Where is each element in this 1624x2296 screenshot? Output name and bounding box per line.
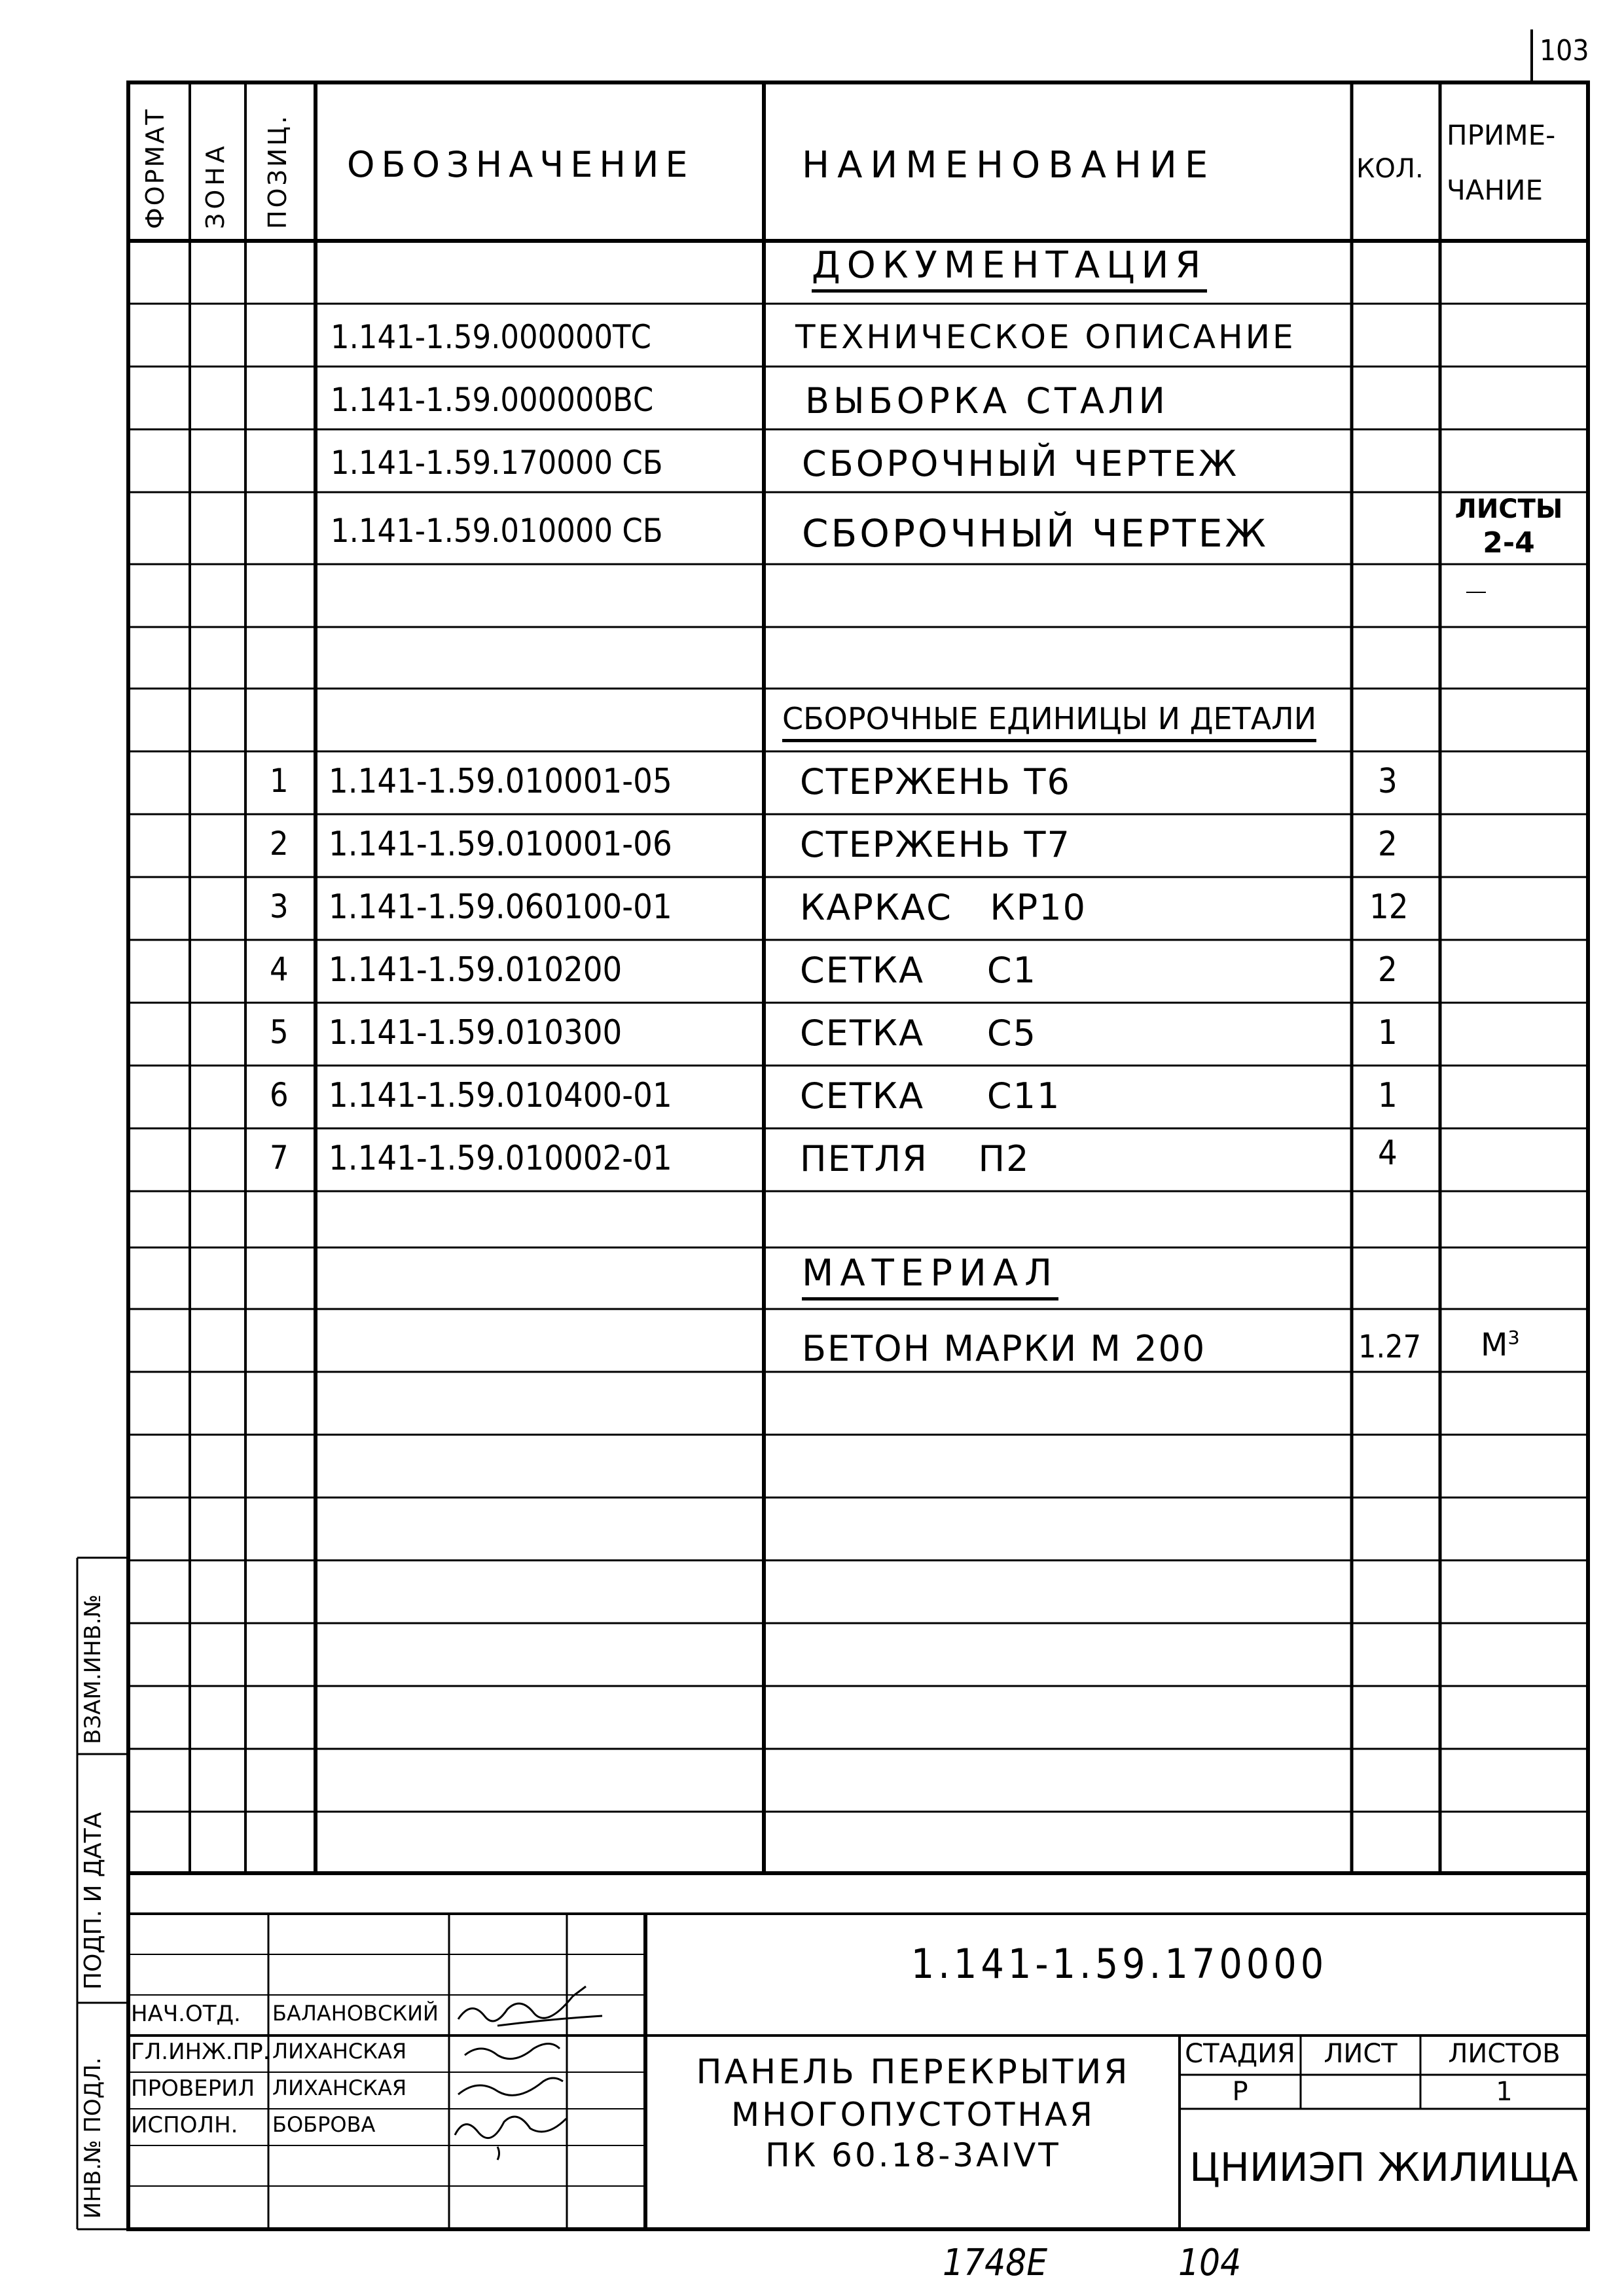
doc-2-designation: 1.141-1.59.000000ВС	[331, 381, 654, 419]
item-5-designation: 1.141-1.59.010300	[329, 1013, 623, 1052]
material-1-name: БЕТОН МАРКИ М 200	[802, 1328, 1206, 1369]
item-4-pos: 4	[270, 950, 289, 988]
header-qty: КОЛ.	[1356, 154, 1424, 184]
stamp-replace-inv: ВЗАМ.ИНВ.№	[80, 1594, 106, 1744]
item-6-pos: 6	[270, 1076, 289, 1114]
item-3-qty: 12	[1369, 888, 1409, 927]
signatures	[455, 1986, 602, 2160]
item-7-designation: 1.141-1.59.010002-01	[329, 1139, 672, 1178]
sheet-label: ЛИСТ	[1324, 2039, 1398, 2069]
item-2-designation: 1.141-1.59.010001-06	[329, 825, 672, 864]
person-1-name: БАЛАНОВСКИЙ	[272, 2001, 439, 2026]
person-3-role: ПРОВЕРИЛ	[131, 2075, 255, 2102]
item-7-qty: 4	[1378, 1134, 1398, 1173]
person-2-role: ГЛ.ИНЖ.ПР.	[131, 2039, 270, 2065]
header-name: НАИМЕНОВАНИЕ	[802, 144, 1216, 187]
item-2-pos: 2	[270, 825, 289, 863]
header-position: ПОЗИЦ.	[263, 113, 292, 229]
item-3-name: КАРКАС КР10	[800, 887, 1087, 928]
sheets-label: ЛИСТОВ	[1448, 2039, 1561, 2069]
person-4-role: ИСПОЛН.	[131, 2112, 238, 2138]
header-format: ФОРМАТ	[141, 107, 170, 229]
item-4-designation: 1.141-1.59.010200	[329, 950, 623, 990]
person-2-name: ЛИХАНСКАЯ	[272, 2039, 407, 2064]
item-1-designation: 1.141-1.59.010001-05	[329, 762, 672, 801]
item-6-designation: 1.141-1.59.010400-01	[329, 1076, 672, 1115]
doc-1-name: ТЕХНИЧЕСКОЕ ОПИСАНИЕ	[795, 318, 1296, 356]
doc-3-designation: 1.141-1.59.170000 СБ	[331, 444, 663, 482]
doc-2-name: ВЫБОРКА СТАЛИ	[805, 380, 1169, 422]
item-5-name: СЕТКА С5	[800, 1013, 1037, 1054]
stage-value: Р	[1232, 2077, 1248, 2107]
item-7-pos: 7	[270, 1139, 289, 1177]
doc-1-designation: 1.141-1.59.000000ТС	[331, 318, 651, 356]
signature-3	[458, 2078, 563, 2095]
item-6-name: СЕТКА С11	[800, 1075, 1061, 1117]
item-1-pos: 1	[270, 762, 289, 800]
signature-4	[455, 2117, 566, 2160]
doc-4-note-line1: ЛИСТЫ	[1454, 494, 1563, 524]
item-6-qty: 1	[1378, 1076, 1398, 1115]
header-note-line2: ЧАНИЕ	[1447, 174, 1543, 206]
page-corner-number: 103	[1540, 34, 1589, 67]
organization: ЦНИИЭП ЖИЛИЩА	[1189, 2145, 1578, 2191]
doc-4-name: СБОРОЧНЫЙ ЧЕРТЕЖ	[802, 511, 1269, 556]
stamp-inv-orig: ИНВ.№ ПОДЛ.	[80, 2057, 106, 2219]
sheets-value: 1	[1496, 2077, 1513, 2107]
item-5-pos: 5	[270, 1013, 289, 1051]
section-assemblies: СБОРОЧНЫЕ ЕДИНИЦЫ И ДЕТАЛИ	[782, 704, 1316, 742]
stamp-sign-date: ПОДП. И ДАТА	[80, 1812, 107, 1990]
item-1-qty: 3	[1378, 762, 1398, 801]
person-1-role: НАЧ.ОТД.	[131, 2001, 241, 2027]
item-3-designation: 1.141-1.59.060100-01	[329, 888, 672, 927]
doc-3-name: СБОРОЧНЫЙ ЧЕРТЕЖ	[802, 443, 1240, 484]
material-1-qty: 1.27	[1358, 1329, 1422, 1365]
person-3-name: ЛИХАНСКАЯ	[272, 2075, 407, 2100]
section-documentation: ДОКУМЕНТАЦИЯ	[812, 247, 1207, 293]
material-1-unit: $М^3$	[1481, 1327, 1520, 1363]
signature-1	[458, 1986, 602, 2026]
title-line2: МНОГОПУСТОТНАЯ	[731, 2096, 1095, 2134]
bottom-inventory-number: 1748Е	[943, 2242, 1048, 2284]
person-4-name: БОБРОВА	[272, 2112, 376, 2137]
section-material: МАТЕРИАЛ	[802, 1255, 1058, 1300]
header-designation: ОБОЗНАЧЕНИЕ	[347, 144, 695, 185]
item-2-qty: 2	[1378, 825, 1398, 864]
item-2-name: СТЕРЖЕНЬ Т7	[800, 824, 1071, 865]
title-line3: ПК 60.18-3АIVТ	[765, 2136, 1061, 2174]
doc-code: 1.141-1.59.170000	[911, 1940, 1328, 1988]
item-3-pos: 3	[270, 888, 289, 925]
header-zone: ЗОНА	[201, 142, 230, 229]
item-4-name: СЕТКА С1	[800, 950, 1037, 991]
item-7-name: ПЕТЛЯ П2	[800, 1138, 1030, 1179]
doc-4-designation: 1.141-1.59.010000 СБ	[331, 512, 663, 550]
signature-2	[465, 2044, 560, 2059]
item-4-qty: 2	[1378, 950, 1398, 990]
header-note-line1: ПРИМЕ-	[1447, 119, 1556, 151]
stage-label: СТАДИЯ	[1185, 2039, 1295, 2069]
doc-4-note-line2: 2-4	[1483, 526, 1535, 560]
item-1-name: СТЕРЖЕНЬ Т6	[800, 761, 1071, 802]
bottom-page-number: 104	[1178, 2242, 1242, 2284]
item-5-qty: 1	[1378, 1013, 1398, 1052]
title-line1: ПАНЕЛЬ ПЕРЕКРЫТИЯ	[696, 2053, 1130, 2092]
